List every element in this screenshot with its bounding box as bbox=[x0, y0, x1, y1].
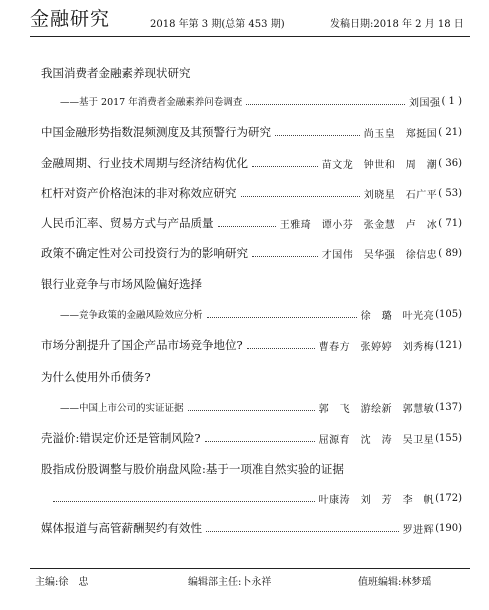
toc-entry[interactable] bbox=[60, 306, 462, 322]
dot-leader bbox=[188, 410, 315, 411]
toc-entry[interactable] bbox=[41, 490, 462, 506]
duty-editor: 值班编辑:林梦瑶 bbox=[358, 577, 432, 588]
footer-divider bbox=[30, 568, 470, 569]
toc-entry[interactable] bbox=[41, 245, 462, 261]
issue-number: 2018 年第 3 期(总第 453 期) bbox=[150, 19, 285, 30]
toc-authors: 才国伟 吴华强 徐信忠 bbox=[321, 249, 438, 261]
toc-title[interactable]: 股指成份股调整与股价崩盘风险:基于一项准自然实验的证据 bbox=[41, 462, 344, 476]
dot-leader bbox=[275, 135, 360, 136]
toc-entry[interactable] bbox=[41, 337, 462, 353]
journal-header bbox=[30, 6, 470, 36]
toc-authors: 郭 飞 游绘新 郭慧敏 bbox=[318, 403, 435, 415]
toc-title: 市场分割提升了国企产品市场竞争地位? bbox=[41, 338, 243, 352]
toc-page: (105) bbox=[435, 308, 462, 320]
dot-leader bbox=[241, 196, 360, 197]
dot-leader bbox=[205, 441, 315, 442]
dot-leader bbox=[246, 104, 405, 105]
toc-title[interactable]: 为什么使用外币债务? bbox=[41, 370, 151, 384]
toc-page: (155) bbox=[435, 432, 462, 444]
toc-entry[interactable] bbox=[41, 215, 462, 231]
toc-page: ( 36) bbox=[438, 157, 462, 169]
toc-page: ( 53) bbox=[438, 187, 462, 199]
toc-entry[interactable] bbox=[41, 124, 462, 140]
toc-authors: 罗进辉 bbox=[402, 524, 435, 536]
toc-title: 壳溢价:错误定价还是管制风险? bbox=[41, 431, 201, 445]
dot-leader bbox=[206, 531, 399, 532]
toc-entry[interactable] bbox=[41, 155, 462, 171]
toc-page: (121) bbox=[435, 339, 462, 351]
toc-page: (190) bbox=[435, 522, 462, 534]
dot-leader bbox=[207, 317, 357, 318]
dot-leader bbox=[252, 166, 318, 167]
toc-title[interactable]: 银行业竞争与市场风险偏好选择 bbox=[41, 277, 202, 291]
toc-entry[interactable] bbox=[60, 93, 462, 109]
header-divider bbox=[30, 36, 470, 37]
toc-authors: 屈源育 沈 涛 吴卫星 bbox=[318, 434, 435, 446]
toc-authors: 曹春方 张婷婷 刘秀梅 bbox=[318, 341, 435, 353]
toc-page: ( 89) bbox=[438, 247, 462, 259]
toc-authors: 刘晓星 石广平 bbox=[363, 189, 438, 201]
toc-authors: 王雅琦 谭小芬 张金慧 卢 冰 bbox=[279, 219, 438, 231]
publication-date: 发稿日期:2018 年 2 月 18 日 bbox=[330, 19, 464, 30]
toc-title[interactable]: 我国消费者金融素养现状研究 bbox=[41, 66, 191, 80]
toc-title: 金融周期、行业技术周期与经济结构优化 bbox=[41, 156, 248, 170]
toc-title: 中国金融形势指数混频测度及其预警行为研究 bbox=[41, 125, 271, 139]
editorial-director: 编辑部主任:卜永祥 bbox=[188, 577, 272, 588]
journal-logo: 金融研究 bbox=[30, 8, 111, 30]
toc-subtitle: ——中国上市公司的实证证据 bbox=[60, 403, 184, 414]
toc-entry[interactable] bbox=[60, 399, 462, 415]
chief-editor: 主编:徐 忠 bbox=[35, 577, 89, 588]
toc-entry[interactable] bbox=[41, 520, 462, 536]
toc-title: 政策不确定性对公司投资行为的影响研究 bbox=[41, 246, 248, 260]
toc-authors: 尚玉皇 郑挺国 bbox=[363, 128, 438, 140]
toc-authors: 苗文龙 钟世和 周 潮 bbox=[321, 159, 438, 171]
toc-page: (172) bbox=[435, 492, 462, 504]
toc-title: 媒体报道与高管薪酬契约有效性 bbox=[41, 521, 202, 535]
toc-authors: 刘国强 bbox=[408, 97, 441, 109]
dot-leader bbox=[218, 226, 276, 227]
toc-title: 杠杆对资产价格泡沫的非对称效应研究 bbox=[41, 186, 237, 200]
toc-page: (137) bbox=[435, 401, 462, 413]
toc-authors: 叶康涛 刘 芳 李 帆 bbox=[318, 494, 435, 506]
toc-title: 人民币汇率、贸易方式与产品质量 bbox=[41, 216, 214, 230]
toc-authors: 徐 璐 叶光亮 bbox=[360, 310, 435, 322]
dot-leader bbox=[53, 501, 315, 502]
toc-entry[interactable] bbox=[41, 430, 462, 446]
toc-page: ( 21) bbox=[438, 126, 462, 138]
toc-page: ( 71) bbox=[438, 217, 462, 229]
dot-leader bbox=[247, 348, 315, 349]
toc-subtitle: ——基于 2017 年消费者金融素养问卷调查 bbox=[60, 97, 243, 108]
toc-page: ( 1 ) bbox=[441, 95, 462, 107]
dot-leader bbox=[252, 256, 318, 257]
toc-entry[interactable] bbox=[41, 185, 462, 201]
toc-subtitle: ——竞争政策的金融风险效应分析 bbox=[60, 310, 203, 321]
